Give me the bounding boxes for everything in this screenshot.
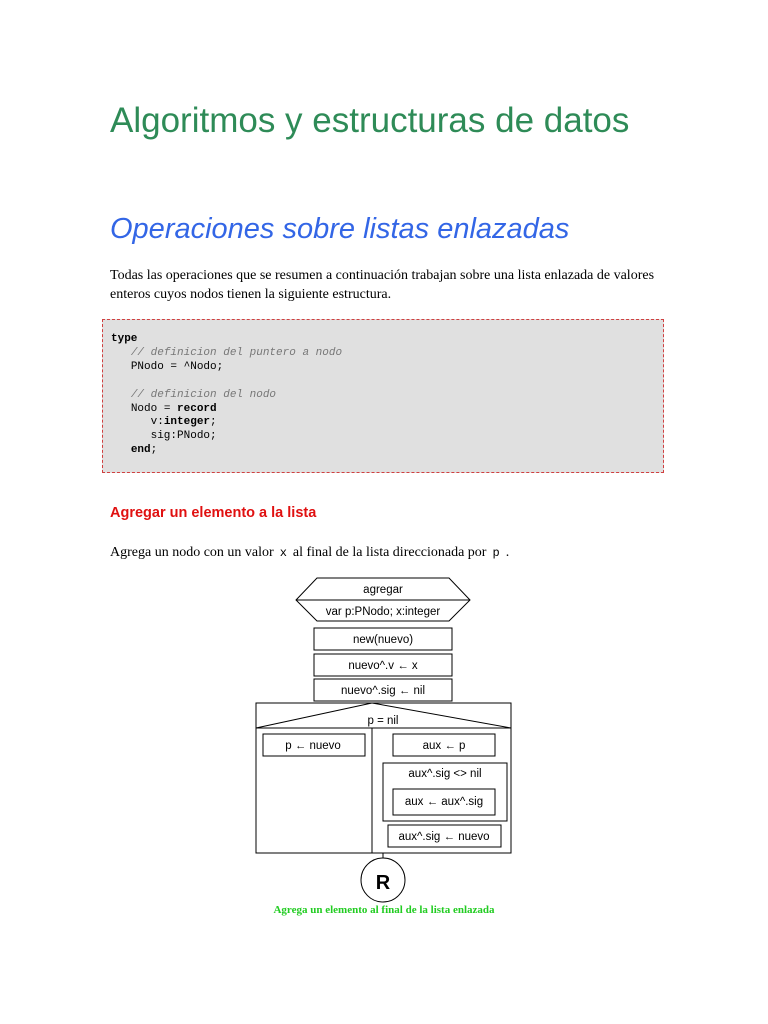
section-heading: Agregar un elemento a la lista [110, 505, 317, 521]
code-line-pnodo: PNodo = ^Nodo; [130, 360, 224, 373]
desc-post: . [505, 545, 510, 560]
code-comment-pointer: // definicion del puntero a nodo [130, 346, 343, 359]
code-field-v: v: [150, 416, 164, 429]
step-new-label: new(nuevo) [352, 634, 414, 646]
desc-var-p: p [492, 546, 500, 560]
code-equals: = [157, 402, 178, 415]
loop-body-label: aux ← aux^.sig [404, 796, 484, 808]
step-assign-sig-label: nuevo^.sig ← nil [340, 685, 426, 697]
code-semicolon: ; [210, 416, 217, 429]
desc-var-x: x [279, 546, 287, 560]
code-keyword-end: end [130, 444, 151, 457]
code-keyword-type: type [111, 333, 138, 345]
desc-pre: Agrega un nodo con un valor [110, 545, 274, 560]
condition-diagonal-left [256, 703, 372, 728]
desc-mid: al final de la lista direccionada por [292, 545, 487, 560]
else-step1-label: aux ← p [422, 740, 466, 752]
code-comment-node: // definicion del nodo [130, 388, 277, 401]
page-subtitle: Operaciones sobre listas enlazadas [110, 213, 570, 245]
page-title: Algoritmos y estructuras de datos [110, 101, 630, 140]
code-keyword-integer: integer [163, 416, 211, 429]
step-assign-v-label: nuevo^.v ← x [348, 660, 418, 672]
then-step-label: p ← nuevo [285, 740, 341, 752]
code-field-sig: sig:PNodo; [150, 430, 217, 443]
code-end-semicolon: ; [150, 444, 158, 457]
procedure-name: agregar [363, 584, 403, 596]
condition-label: p = nil [367, 715, 399, 727]
return-label: R [375, 872, 391, 894]
figure-caption: Agrega un elemento al final de la lista enlazada [273, 904, 495, 916]
code-node-name: Nodo [130, 402, 158, 415]
procedure-params: var p:PNodo; x:integer [325, 606, 441, 618]
loop-condition-label: aux^.sig <> nil [408, 768, 482, 780]
code-keyword-record: record [177, 402, 217, 415]
else-step2-label: aux^.sig ← nuevo [398, 831, 490, 843]
intro-paragraph: Todas las operaciones que se resumen a continuación trabajan sobre una lista enlazada de valores enteros cuyos nodos tienen la siguiente estructura. [110, 268, 655, 302]
